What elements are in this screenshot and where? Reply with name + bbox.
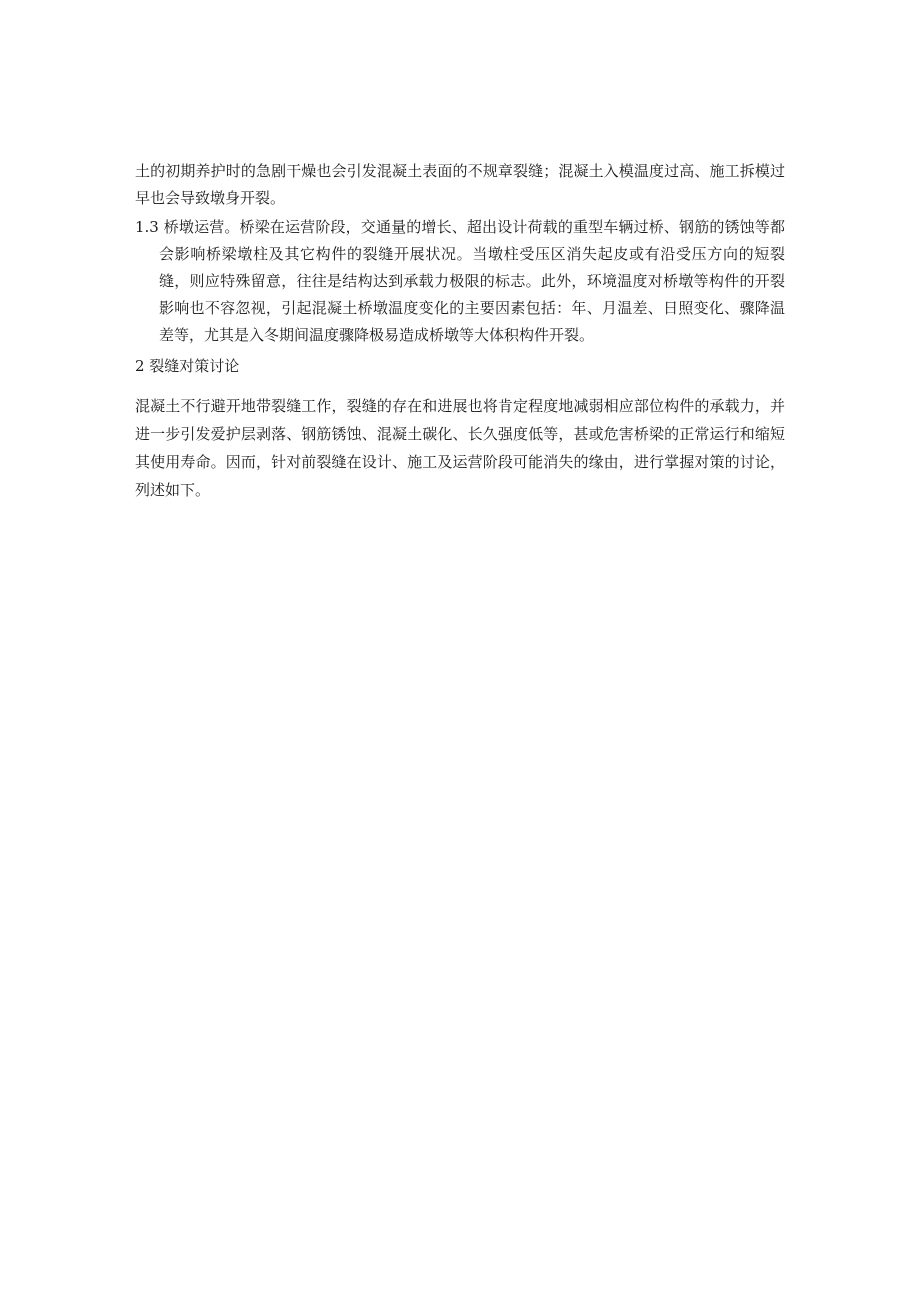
document-page xyxy=(135,158,785,504)
paragraph-continued: 土的初期养护时的急剧干燥也会引发混凝土表面的不规章裂缝；混凝土入模温度过高、施工拆模过早也会导致墩身开裂。 xyxy=(135,162,785,207)
section-2-body: 混凝土不行避开地带裂缝工作，裂缝的存在和进展也将肯定程度地减弱相应部位构件的承载力，并进一步引发爱护层剥落、钢筋锈蚀、混凝土碳化、长久强度低等，甚或危害桥梁的正常运行和缩短其使用寿命。因而，针对前裂缝在设计、施工及运营阶段可能消失的缘由，进行掌握对策的讨论，列述如下。 xyxy=(135,397,785,499)
list-item-1-3: 1.3 桥墩运营。桥梁在运营阶段，交通量的增长、超出设计荷载的重型车辆过桥、钢筋的锈蚀等都会影响桥梁墩柱及其它构件的裂缝开展状况。当墩柱受压区消失起皮或有沿受压方向的短裂缝，则应特殊留意，往往是结构达到承载力极限的标志。此外，环境温度对桥墩等构件的开裂影响也不容忽视，引起混凝土桥墩温度变化的主要因素包括：年、月温差、日照变化、骤降温差等，尤其是入冬期间温度骤降极易造成桥墩等大体积构件开裂。 xyxy=(135,218,785,344)
section-heading-2: 2 裂缝对策讨论 xyxy=(135,357,240,375)
